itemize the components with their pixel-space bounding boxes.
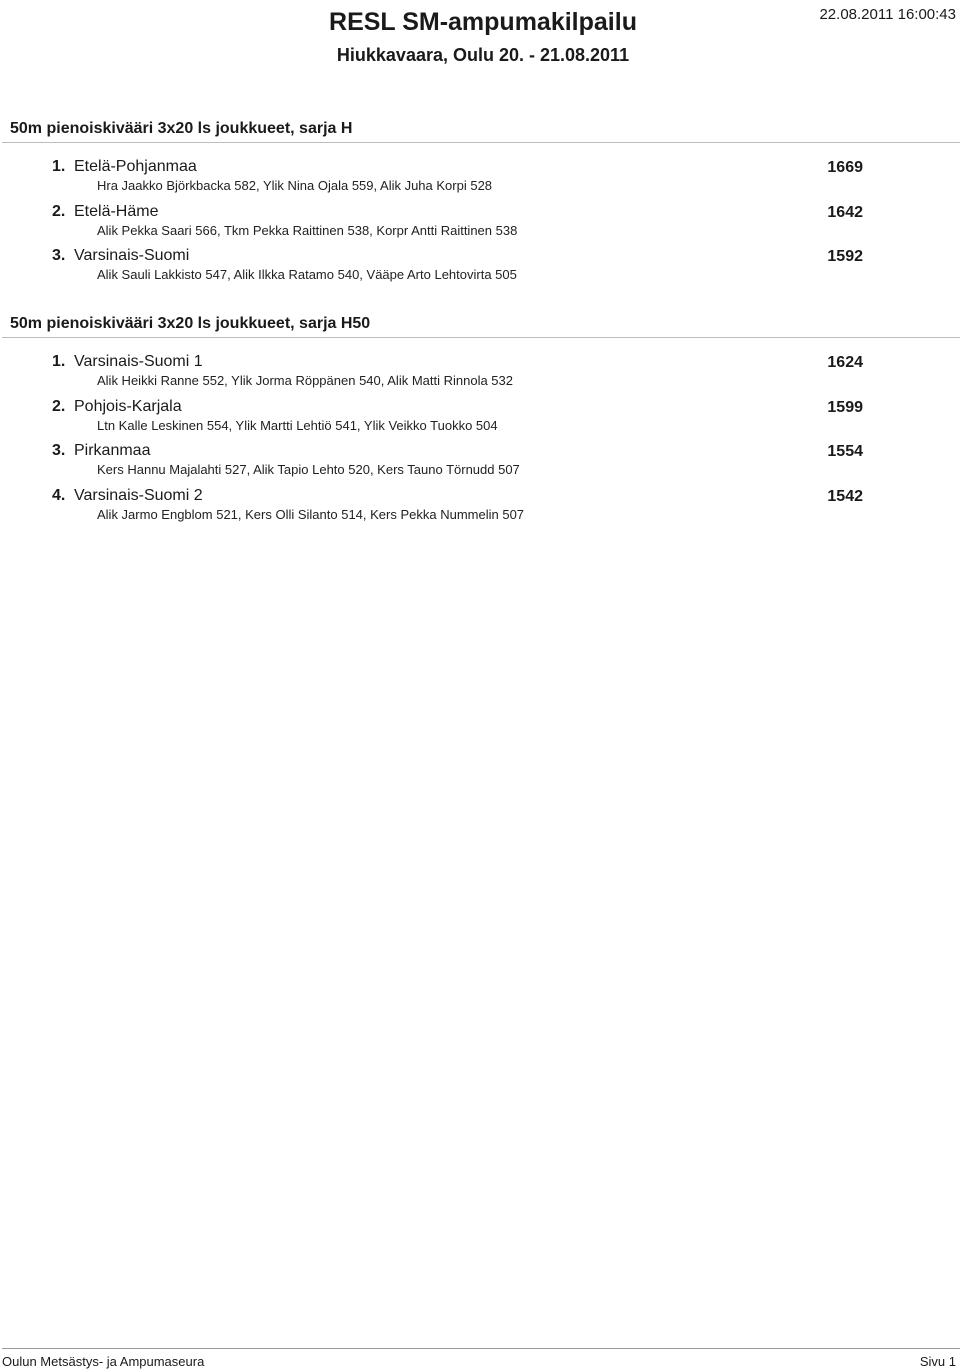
page-subtitle (0, 45, 960, 66)
result-members: Alik Jarmo Engblom 521, Kers Olli Silanto 514, Kers Pekka Nummelin 507 (97, 506, 525, 522)
result-score: 1599 (827, 398, 863, 416)
result-members: Alik Sauli Lakkisto 547, Alik Ilkka Ratamo 540, Vääpe Arto Lehtovirta 505 (97, 267, 517, 282)
page-title (0, 8, 960, 37)
result-rank: 1. (52, 158, 66, 175)
print-timestamp: 22.08.2011 16:00:43 (819, 6, 956, 23)
result-members: Alik Pekka Saari 566, Tkm Pekka Raittinen 538, Korpr Antti Raittinen 538 (97, 222, 518, 238)
result-rank: 4. (52, 486, 66, 504)
result-score: 1669 (827, 159, 863, 176)
result-score: 1624 (827, 354, 863, 371)
result-team: Etelä-Pohjanmaa (74, 158, 197, 175)
result-members: Ltn Kalle Leskinen 554, Ylik Martti Lehtiö 541, Ylik Veikko Tuokko 504 (97, 417, 498, 433)
page-title-text: RESL SM-ampumakilpailu (329, 8, 637, 36)
result-members: Hra Jaakko Björkbacka 582, Ylik Nina Ojala 559, Alik Juha Korpi 528 (97, 178, 493, 193)
results-list (0, 157, 960, 291)
results-section-h50 (0, 313, 960, 530)
result-members: Alik Heikki Ranne 552, Ylik Jorma Röppänen 540, Alik Matti Rinnola 532 (97, 373, 513, 388)
section-divider (2, 142, 960, 143)
result-rank: 2. (52, 397, 66, 415)
result-rank: 3. (52, 442, 66, 459)
footer-page-number: Sivu 1 (919, 1354, 956, 1369)
result-score: 1642 (827, 203, 863, 221)
result-members: Kers Hannu Majalahti 527, Alik Tapio Lehto 520, Kers Tauno Törnudd 507 (97, 462, 520, 477)
page-subtitle-text: Hiukkavaara, Oulu 20. - 21.08.2011 (336, 45, 630, 65)
result-rank: 1. (52, 353, 66, 370)
section-title: 50m pienoiskivääri 3x20 ls joukkueet, sarja H50 (10, 315, 371, 332)
result-team: Varsinais-Suomi (74, 247, 190, 264)
result-team: Pirkanmaa (74, 442, 151, 459)
result-team: Varsinais-Suomi 2 (74, 486, 203, 504)
result-row (0, 352, 960, 397)
result-rank: 2. (52, 202, 66, 220)
section-title: 50m pienoiskivääri 3x20 ls joukkueet, sarja H (10, 120, 353, 137)
section-divider (2, 337, 960, 338)
footer-organizer: Oulun Metsästys- ja Ampumaseura (2, 1354, 205, 1369)
footer-divider (2, 1348, 960, 1349)
result-row (0, 397, 960, 442)
result-row (0, 486, 960, 531)
results-list (0, 352, 960, 530)
results-section-h (0, 118, 960, 291)
result-team: Varsinais-Suomi 1 (74, 353, 203, 370)
result-row (0, 202, 960, 247)
result-row (0, 246, 960, 291)
result-row (0, 441, 960, 486)
result-score: 1554 (827, 443, 863, 460)
result-row (0, 157, 960, 202)
result-team: Etelä-Häme (74, 202, 159, 220)
result-rank: 3. (52, 247, 66, 264)
result-score: 1542 (827, 487, 863, 505)
result-team: Pohjois-Karjala (74, 397, 182, 415)
result-score: 1592 (827, 248, 863, 265)
